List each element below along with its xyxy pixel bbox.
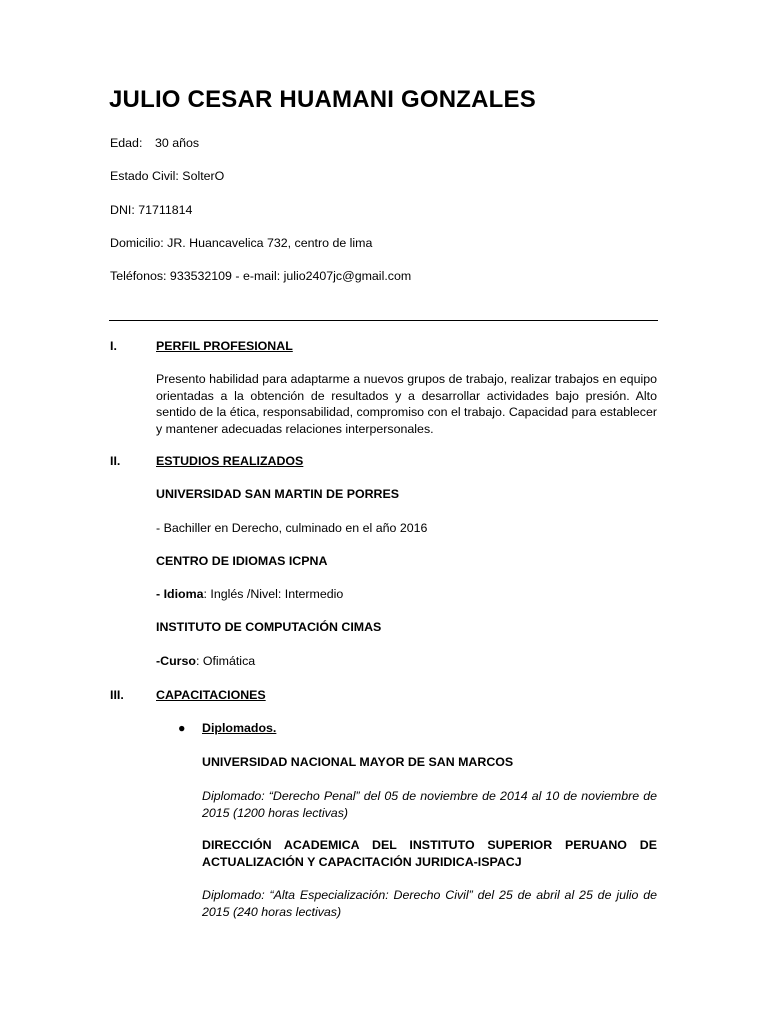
candidate-name: JULIO CESAR HUAMANI GONZALES [109, 86, 536, 113]
section-title-estudios: ESTUDIOS REALIZADOS [156, 454, 304, 468]
address-line: Domicilio: JR. Huancavelica 732, centro de lima [110, 236, 373, 250]
phone-email-line: Teléfonos: 933532109 - e-mail: julio2407jc@gmail.com [110, 269, 412, 283]
age-label: Edad: [110, 136, 143, 150]
diploma-detail: Diplomado: “Alta Especialización: Derecho Civil” del 25 de abril al 25 de julio de 2015 (240 horas lectivas) [202, 888, 657, 919]
institution-name: UNIVERSIDAD SAN MARTIN DE PORRES [156, 487, 400, 501]
detail-value: : Inglés /Nivel: Intermedio [203, 587, 344, 601]
age-line [110, 136, 199, 150]
section-number: I. [110, 339, 117, 353]
degree-detail: - Bachiller en Derecho, culminado en el año 2016 [156, 521, 428, 535]
section-title-perfil: PERFIL PROFESIONAL [156, 339, 293, 353]
age-value: 30 años [155, 136, 200, 150]
section-title-capacitaciones: CAPACITACIONES [156, 688, 266, 702]
institution-name: UNIVERSIDAD NACIONAL MAYOR DE SAN MARCOS [202, 755, 514, 769]
diplomados-heading: Diplomados. [202, 721, 277, 735]
institution-name: INSTITUTO DE COMPUTACIÓN CIMAS [156, 620, 382, 634]
bullet-icon: ● [178, 721, 186, 735]
detail-label: - Idioma [156, 587, 204, 601]
section-number: III. [110, 688, 124, 702]
detail-label: -Curso [156, 654, 196, 668]
perfil-paragraph: Presento habilidad para adaptarme a nuevos grupos de trabajo, realizar trabajos en equipo orientadas a la obtención de resultados y a desarrollar actividades bajo presión. Alto sentido de la ética, responsabilidad, compromiso con el trabajo. Capacidad para establecer y mantener adecuadas relaciones interpersonales. [156, 372, 657, 436]
section-number: II. [110, 454, 121, 468]
marital-status: Estado Civil: SolterO [110, 169, 225, 183]
diploma-detail: Diplomado: “Derecho Penal” del 05 de noviembre de 2014 al 10 de noviembre de 2015 (1200 horas lectivas) [202, 789, 657, 820]
institution-name: DIRECCIÓN ACADEMICA DEL INSTITUTO SUPERIOR PERUANO DE ACTUALIZACIÓN Y CAPACITACIÓN JURIDICA-ISPACJ [202, 838, 657, 869]
divider-line [109, 320, 658, 321]
detail-value: : Ofimática [195, 654, 256, 668]
course-detail [156, 654, 255, 668]
dni-line: DNI: 71711814 [110, 203, 193, 217]
language-detail [156, 587, 343, 601]
institution-name: CENTRO DE IDIOMAS ICPNA [156, 554, 328, 568]
